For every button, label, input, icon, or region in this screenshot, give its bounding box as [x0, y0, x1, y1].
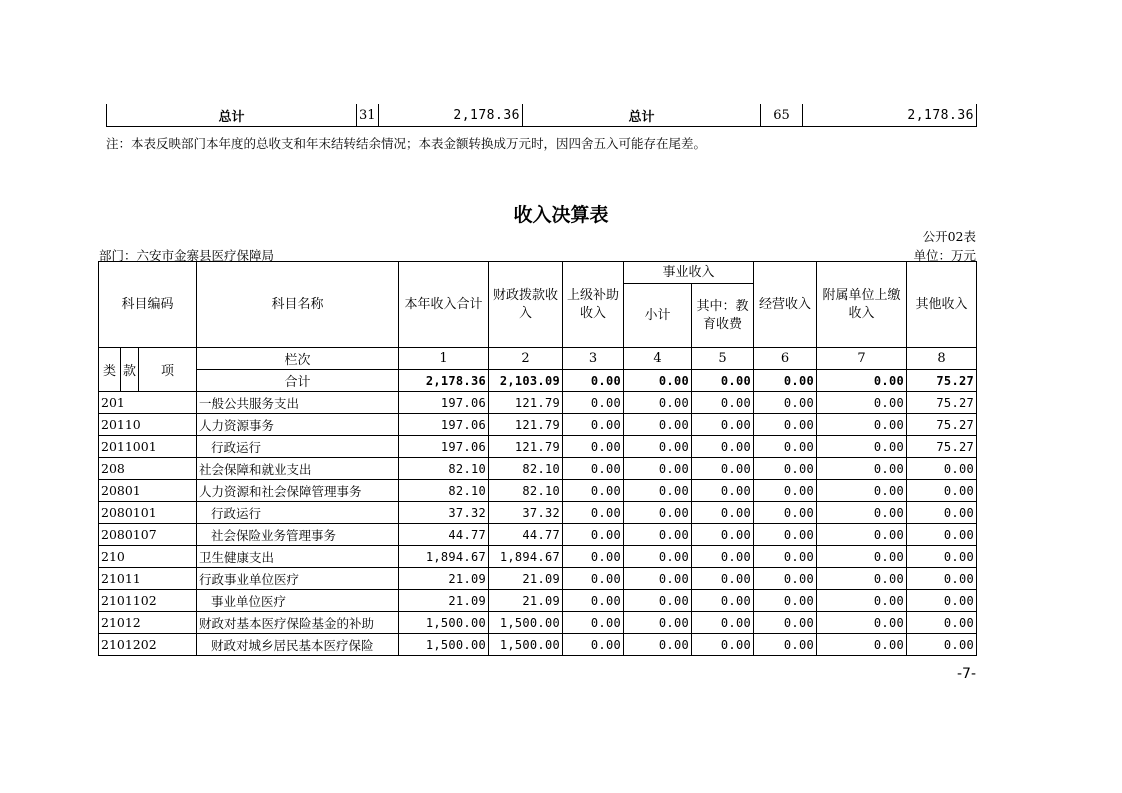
amount-cell: 0.00 — [817, 458, 907, 480]
amount-cell: 0.00 — [817, 612, 907, 634]
amount-cell: 0.00 — [692, 458, 754, 480]
subject-code: 201 — [99, 392, 197, 414]
prev-right-value: 2,178.36 — [803, 104, 977, 127]
total-value: 2,103.09 — [489, 370, 563, 392]
amount-cell: 0.00 — [754, 524, 817, 546]
table-row — [99, 546, 977, 568]
amount-cell: 0.00 — [692, 612, 754, 634]
column-number: 1 — [399, 348, 489, 370]
amount-cell: 21.09 — [489, 568, 563, 590]
amount-cell: 0.00 — [563, 392, 624, 414]
amount-cell: 197.06 — [399, 414, 489, 436]
amount-cell: 1,894.67 — [399, 546, 489, 568]
subject-code: 208 — [99, 458, 197, 480]
amount-cell: 21.09 — [399, 568, 489, 590]
header-affiliated: 附属单位上缴收入 — [817, 262, 907, 348]
amount-cell: 0.00 — [817, 634, 907, 656]
amount-cell: 1,894.67 — [489, 546, 563, 568]
amount-cell: 0.00 — [563, 480, 624, 502]
prev-left-value: 2,178.36 — [379, 104, 523, 127]
header-code: 科目编码 — [99, 262, 197, 348]
header-subtotal: 小计 — [624, 284, 692, 348]
amount-cell: 0.00 — [624, 568, 692, 590]
amount-cell: 0.00 — [817, 392, 907, 414]
subject-name: 行政运行 — [197, 502, 399, 524]
amount-cell: 0.00 — [563, 634, 624, 656]
amount-cell: 121.79 — [489, 392, 563, 414]
total-value: 0.00 — [754, 370, 817, 392]
amount-cell: 0.00 — [563, 546, 624, 568]
table-row — [99, 568, 977, 590]
page-number: -7- — [956, 666, 976, 682]
header-other: 其他收入 — [907, 262, 977, 348]
previous-total-row — [107, 104, 977, 127]
amount-cell: 0.00 — [563, 524, 624, 546]
amount-cell: 0.00 — [692, 546, 754, 568]
amount-cell: 0.00 — [907, 480, 977, 502]
amount-cell: 0.00 — [563, 590, 624, 612]
subject-name: 行政运行 — [197, 436, 399, 458]
amount-cell: 82.10 — [399, 480, 489, 502]
header-kuan: 款 — [121, 348, 139, 392]
subject-name: 社会保险业务管理事务 — [197, 524, 399, 546]
column-number: 8 — [907, 348, 977, 370]
amount-cell: 0.00 — [817, 414, 907, 436]
column-number: 6 — [754, 348, 817, 370]
amount-cell: 44.77 — [399, 524, 489, 546]
amount-cell: 0.00 — [907, 524, 977, 546]
amount-cell: 0.00 — [907, 502, 977, 524]
table-row — [99, 458, 977, 480]
previous-table-fragment — [106, 104, 977, 127]
amount-cell: 0.00 — [754, 568, 817, 590]
amount-cell: 0.00 — [754, 480, 817, 502]
subject-code: 2011001 — [99, 436, 197, 458]
subject-name: 一般公共服务支出 — [197, 392, 399, 414]
amount-cell: 0.00 — [692, 568, 754, 590]
amount-cell: 82.10 — [489, 458, 563, 480]
amount-cell: 0.00 — [624, 458, 692, 480]
table-row — [99, 612, 977, 634]
amount-cell: 0.00 — [692, 590, 754, 612]
header-business-income: 事业收入 — [624, 262, 754, 284]
prev-right-label: 总计 — [523, 104, 761, 127]
amount-cell: 0.00 — [624, 392, 692, 414]
amount-cell: 0.00 — [692, 414, 754, 436]
amount-cell: 82.10 — [399, 458, 489, 480]
amount-cell: 0.00 — [754, 414, 817, 436]
table-row — [99, 480, 977, 502]
prev-right-col-no: 65 — [761, 104, 803, 127]
amount-cell: 0.00 — [563, 612, 624, 634]
subject-name: 财政对基本医疗保险基金的补助 — [197, 612, 399, 634]
column-number: 4 — [624, 348, 692, 370]
page-title: 收入决算表 — [513, 204, 609, 226]
prev-left-col-no: 31 — [357, 104, 379, 127]
header-name: 科目名称 — [197, 262, 399, 348]
table-row — [99, 436, 977, 458]
subject-name: 人力资源和社会保障管理事务 — [197, 480, 399, 502]
table-row — [99, 590, 977, 612]
income-table — [98, 261, 977, 656]
subject-name: 财政对城乡居民基本医疗保险 — [197, 634, 399, 656]
amount-cell: 75.27 — [907, 392, 977, 414]
amount-cell: 0.00 — [907, 590, 977, 612]
amount-cell: 0.00 — [754, 436, 817, 458]
subject-code: 210 — [99, 546, 197, 568]
table-note: 注：本表反映部门本年度的总收支和年末结转结余情况；本表金额转换成万元时，因四舍五入可能存在尾差。 — [106, 136, 707, 151]
amount-cell: 0.00 — [754, 502, 817, 524]
amount-cell: 0.00 — [624, 590, 692, 612]
table-row — [99, 414, 977, 436]
header-xiang: 项 — [139, 348, 197, 392]
amount-cell: 0.00 — [907, 612, 977, 634]
amount-cell: 0.00 — [817, 524, 907, 546]
amount-cell: 197.06 — [399, 392, 489, 414]
amount-cell: 0.00 — [624, 414, 692, 436]
subject-code: 2101202 — [99, 634, 197, 656]
amount-cell: 82.10 — [489, 480, 563, 502]
total-row — [99, 370, 977, 392]
column-number-row — [99, 348, 977, 370]
subject-code: 2101102 — [99, 590, 197, 612]
column-number: 7 — [817, 348, 907, 370]
amount-cell: 0.00 — [692, 524, 754, 546]
amount-cell: 0.00 — [563, 414, 624, 436]
amount-cell: 37.32 — [489, 502, 563, 524]
amount-cell: 21.09 — [399, 590, 489, 612]
amount-cell: 0.00 — [624, 436, 692, 458]
amount-cell: 0.00 — [624, 480, 692, 502]
amount-cell: 0.00 — [624, 524, 692, 546]
amount-cell: 0.00 — [817, 436, 907, 458]
amount-cell: 0.00 — [563, 568, 624, 590]
prev-left-label: 总计 — [107, 104, 357, 127]
amount-cell: 0.00 — [754, 590, 817, 612]
subject-code: 20110 — [99, 414, 197, 436]
total-value: 0.00 — [692, 370, 754, 392]
subject-code: 2080101 — [99, 502, 197, 524]
subject-code: 20801 — [99, 480, 197, 502]
amount-cell: 0.00 — [563, 502, 624, 524]
subject-code: 21012 — [99, 612, 197, 634]
amount-cell: 1,500.00 — [399, 612, 489, 634]
table-row — [99, 634, 977, 656]
column-number: 3 — [563, 348, 624, 370]
header-fiscal: 财政拨款收入 — [489, 262, 563, 348]
amount-cell: 1,500.00 — [399, 634, 489, 656]
amount-cell: 0.00 — [754, 546, 817, 568]
header-superior-subsidy: 上级补助收入 — [563, 262, 624, 348]
table-row — [99, 502, 977, 524]
table-number: 公开02表 — [922, 229, 976, 244]
header-lei: 类 — [99, 348, 121, 392]
column-number: 2 — [489, 348, 563, 370]
amount-cell: 0.00 — [907, 568, 977, 590]
amount-cell: 0.00 — [692, 436, 754, 458]
amount-cell: 121.79 — [489, 436, 563, 458]
amount-cell: 0.00 — [754, 458, 817, 480]
amount-cell: 0.00 — [754, 392, 817, 414]
amount-cell: 0.00 — [817, 480, 907, 502]
table-row — [99, 392, 977, 414]
subject-name: 行政事业单位医疗 — [197, 568, 399, 590]
subject-name: 社会保障和就业支出 — [197, 458, 399, 480]
amount-cell: 0.00 — [817, 502, 907, 524]
table-row — [99, 524, 977, 546]
subject-name: 人力资源事务 — [197, 414, 399, 436]
amount-cell: 1,500.00 — [489, 612, 563, 634]
amount-cell: 75.27 — [907, 436, 977, 458]
amount-cell: 1,500.00 — [489, 634, 563, 656]
subject-code: 2080107 — [99, 524, 197, 546]
amount-cell: 197.06 — [399, 436, 489, 458]
subject-code: 21011 — [99, 568, 197, 590]
header-education-fee: 其中：教育收费 — [692, 284, 754, 348]
amount-cell: 0.00 — [907, 634, 977, 656]
amount-cell: 0.00 — [624, 546, 692, 568]
amount-cell: 0.00 — [692, 634, 754, 656]
amount-cell: 0.00 — [907, 546, 977, 568]
amount-cell: 37.32 — [399, 502, 489, 524]
column-number-label: 栏次 — [197, 348, 399, 370]
amount-cell: 0.00 — [907, 458, 977, 480]
amount-cell: 0.00 — [624, 502, 692, 524]
subject-name: 事业单位医疗 — [197, 590, 399, 612]
total-label: 合计 — [197, 370, 399, 392]
amount-cell: 121.79 — [489, 414, 563, 436]
total-value: 0.00 — [817, 370, 907, 392]
column-number: 5 — [692, 348, 754, 370]
amount-cell: 44.77 — [489, 524, 563, 546]
amount-cell: 0.00 — [817, 590, 907, 612]
header-operating: 经营收入 — [754, 262, 817, 348]
amount-cell: 0.00 — [817, 568, 907, 590]
total-value: 75.27 — [907, 370, 977, 392]
amount-cell: 0.00 — [754, 612, 817, 634]
amount-cell: 0.00 — [563, 436, 624, 458]
amount-cell: 0.00 — [692, 480, 754, 502]
amount-cell: 0.00 — [563, 458, 624, 480]
header-total-income: 本年收入合计 — [399, 262, 489, 348]
total-value: 2,178.36 — [399, 370, 489, 392]
unit-label: 单位：万元 — [913, 248, 976, 263]
subject-name: 卫生健康支出 — [197, 546, 399, 568]
total-value: 0.00 — [563, 370, 624, 392]
amount-cell: 75.27 — [907, 414, 977, 436]
amount-cell: 21.09 — [489, 590, 563, 612]
amount-cell: 0.00 — [692, 502, 754, 524]
amount-cell: 0.00 — [754, 634, 817, 656]
amount-cell: 0.00 — [624, 612, 692, 634]
amount-cell: 0.00 — [624, 634, 692, 656]
department-label: 部门：六安市金寨县医疗保障局 — [99, 248, 275, 263]
amount-cell: 0.00 — [692, 392, 754, 414]
amount-cell: 0.00 — [817, 546, 907, 568]
total-value: 0.00 — [624, 370, 692, 392]
